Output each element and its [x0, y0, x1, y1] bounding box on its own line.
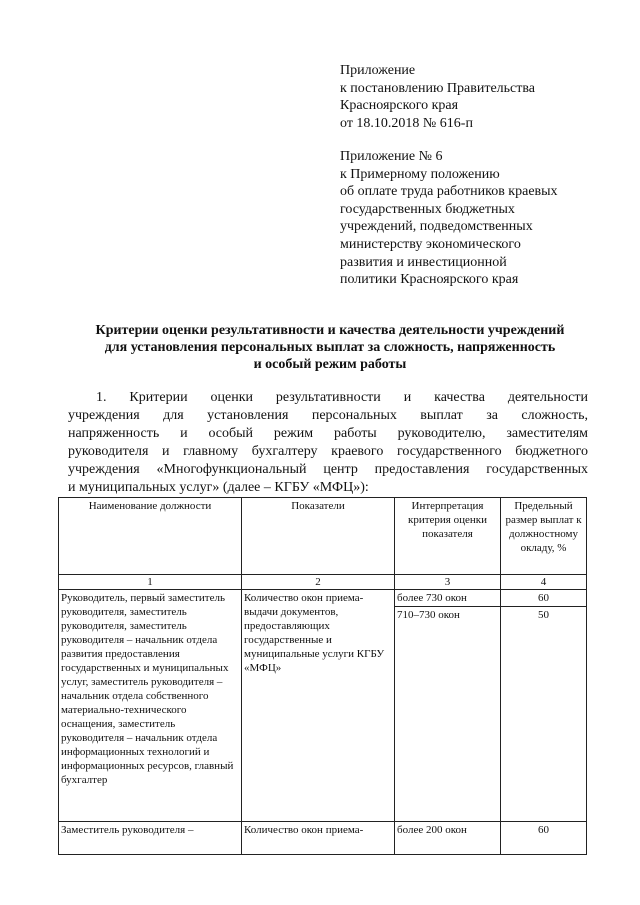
value-cell: 60 — [501, 590, 587, 607]
header-max-payment: Предельный размер выплат к должностному окладу, % — [501, 498, 587, 575]
appendix-main-line: к постановлению Правительства — [340, 80, 536, 96]
appendix-main-line: Приложение — [340, 63, 416, 78]
intro-line: и муниципальных услуг» (далее – КГБУ «МФЦ»): — [68, 480, 369, 495]
title-line: Критерии оценки результативности и качества деятельности учреждений — [95, 323, 565, 338]
criterion-cell: более 200 окон — [395, 822, 501, 855]
title-line: и особый режим работы — [253, 357, 407, 372]
appendix-sub-line: об оплате труда работников краевых — [340, 184, 558, 200]
appendix-sub-line: государственных бюджетных — [340, 201, 515, 217]
criterion-cell: более 730 окон — [395, 590, 501, 607]
header-indicator: Показатели — [242, 498, 395, 575]
appendix-sub-line: политики Красноярского края — [340, 272, 519, 288]
intro-line: 1. Критерии оценки результативности и качества деятельности — [96, 390, 588, 405]
intro-line: руководителя и главному бухгалтеру краевого государственного бюджетного — [68, 444, 588, 459]
position-cell: Заместитель руководителя – — [59, 822, 242, 855]
indicator-cell: Количество окон приема- — [242, 822, 395, 855]
appendix-main-header — [340, 62, 620, 132]
indicator-cell: Количество окон приема-выдачи документов, предоставляющих государственные и муниципальные услуги КГБУ «МФЦ» — [242, 590, 395, 822]
title-line: для установления персональных выплат за сложность, напряженность — [104, 340, 556, 355]
criteria-table — [58, 497, 587, 855]
appendix-sub-line: к Примерному положению — [340, 166, 500, 182]
appendix-sub-line: развития и инвестиционной — [340, 254, 507, 270]
intro-line: напряженность и особый режим работы руководителю, заместителям — [68, 426, 588, 441]
intro-line: учреждения «Многофункциональный центр предоставления государственных — [68, 462, 588, 477]
value-cell: 60 — [501, 822, 587, 855]
column-number: 3 — [395, 575, 501, 590]
appendix-sub-line: учреждений, подведомственных — [340, 219, 533, 235]
table-header-row — [59, 498, 587, 575]
appendix-sub-line: министерству экономического — [340, 236, 521, 252]
value-cell: 50 — [501, 607, 587, 822]
header-position: Наименование должности — [59, 498, 242, 575]
column-number: 2 — [242, 575, 395, 590]
appendix-sub-line: Приложение № 6 — [340, 149, 443, 164]
appendix-sub-header — [340, 148, 620, 289]
table-row — [59, 590, 587, 607]
document-title — [40, 322, 620, 373]
header-criterion: Интерпретация критерия оценки показателя — [395, 498, 501, 575]
column-number-row — [59, 575, 587, 590]
position-cell: Руководитель, первый заместитель руководителя, заместитель руководителя, заместитель руководителя – начальник отдела развития предоставления государственных и муниципальных услуг, заместитель руководителя – начальник отдела собственного материально-технического оснащения, заместитель руководителя – начальник отдела информационных технологий и информационных ресурсов, главный бухгалтер — [59, 590, 242, 822]
criterion-cell: 710–730 окон — [395, 607, 501, 822]
intro-line: учреждения для установления персональных выплат за сложность, — [68, 408, 588, 423]
column-number: 4 — [501, 575, 587, 590]
appendix-main-line: от 18.10.2018 № 616-п — [340, 115, 473, 131]
appendix-main-line: Красноярского края — [340, 98, 459, 114]
intro-paragraph — [68, 389, 588, 497]
column-number: 1 — [59, 575, 242, 590]
table-row — [59, 822, 587, 855]
